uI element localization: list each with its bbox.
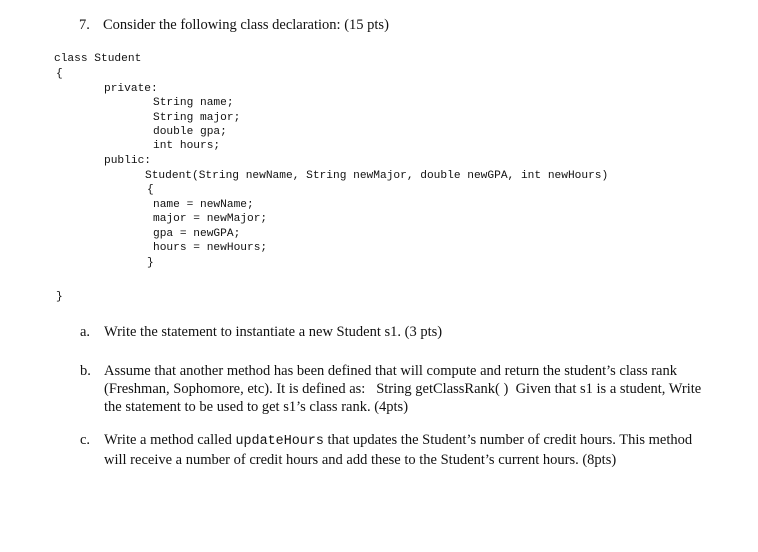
code-class-declaration: class Student — [54, 53, 142, 65]
code-statement: major = newMajor; — [153, 213, 268, 225]
code-close-brace: } — [56, 291, 63, 303]
part-b-text-instruction: Given that s1 is a student, Write the statement to be used to get s1’s class rank. (4pts) — [104, 381, 702, 415]
code-statement: gpa = newGPA; — [153, 228, 241, 240]
code-constructor-close-brace: } — [147, 257, 154, 269]
code-statement: hours = newHours; — [153, 242, 268, 254]
part-c-method-name: updateHours — [235, 434, 324, 449]
code-statement: name = newName; — [153, 199, 254, 211]
part-b-label: b. — [80, 363, 91, 379]
code-field: String name; — [153, 97, 234, 109]
code-private-keyword: private: — [104, 83, 158, 95]
code-field: double gpa; — [153, 126, 227, 138]
part-b-text-intro: Assume that another method has been defined that will compute and return the student’s class rank (Freshman, Sophomore, etc). It is defined as: — [104, 363, 677, 397]
code-constructor-open-brace: { — [147, 184, 154, 196]
part-c-text — [104, 431, 704, 469]
code-field: String major; — [153, 112, 241, 124]
part-c-label: c. — [80, 432, 91, 448]
part-b-method-signature: String getClassRank( ) — [376, 381, 509, 397]
code-open-brace: { — [56, 68, 63, 80]
part-b-text — [104, 362, 704, 416]
part-c-text-description: that updates the Student’s number of credit hours. This method will receive a number of credit hours and add these to the Student’s current hours. (8pts) — [104, 432, 693, 468]
code-public-keyword: public: — [104, 155, 151, 167]
question-text: Consider the following class declaration: (15 pts) — [103, 17, 389, 33]
part-c-text-intro: Write a method called — [104, 432, 232, 448]
part-a-label: a. — [80, 324, 91, 340]
part-a-text: Write the statement to instantiate a new Student s1. (3 pts) — [104, 324, 443, 340]
question-number: 7. — [79, 17, 90, 33]
code-field: int hours; — [153, 140, 221, 152]
code-constructor-signature: Student(String newName, String newMajor, double newGPA, int newHours) — [145, 170, 609, 182]
